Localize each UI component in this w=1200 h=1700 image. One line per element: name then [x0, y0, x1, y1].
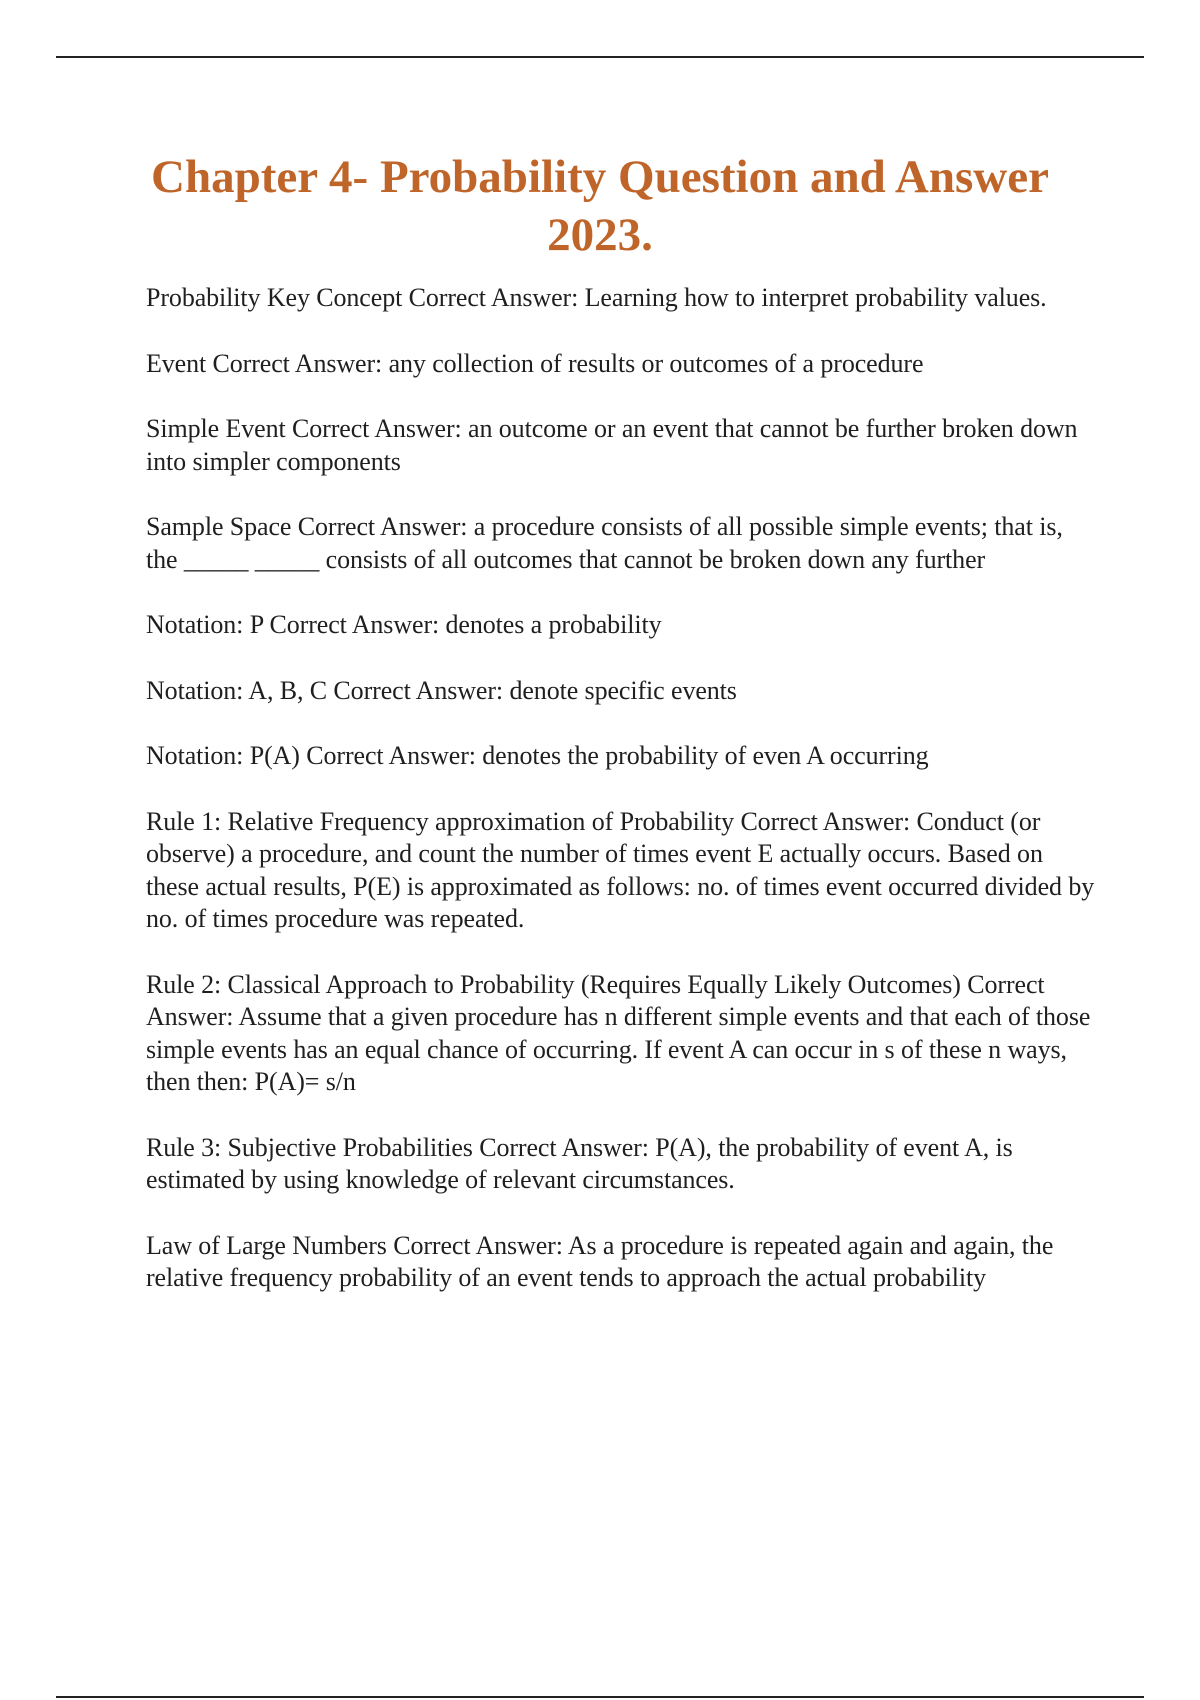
document-title: Chapter 4- Probability Question and Answer 2023.: [151, 151, 1049, 261]
qa-entry-notation-pa: Notation: P(A) Correct Answer: denotes the probability of even A occurring: [146, 741, 929, 770]
qa-entry-notation-p: Notation: P Correct Answer: denotes a probability: [146, 610, 662, 639]
qa-entry-rule-2: Rule 2: Classical Approach to Probability (Requires Equally Likely Outcomes) Correct Answer: Assume that a given procedure has n different simple events and that each of those simple events has an equal chance of occurring. If event A can occur in s of these n ways, then then: P(A)= s/n: [146, 969, 1091, 1096]
qa-entry-law-of-large-numbers: Law of Large Numbers Correct Answer: As a procedure is repeated again and again, the relative frequency probability of an event tends to approach the actual probability: [146, 1230, 1054, 1292]
qa-list: [146, 282, 1096, 1328]
qa-entry-rule-1: Rule 1: Relative Frequency approximation of Probability Correct Answer: Conduct (or observe) a procedure, and count the number of times event E actually occurs. Based on these actual results, P(E) is approximated as follows: no. of times event occurred divided by no. of times procedure was repeated.: [146, 806, 1095, 933]
top-rule: [56, 56, 1144, 58]
qa-entry-rule-3: Rule 3: Subjective Probabilities Correct Answer: P(A), the probability of event A, is estimated by using knowledge of relevant circumstances.: [146, 1132, 1013, 1194]
qa-entry-notation-abc: Notation: A, B, C Correct Answer: denote specific events: [146, 675, 737, 705]
bottom-rule: [56, 1696, 1144, 1698]
qa-entry-event: Event Correct Answer: any collection of results or outcomes of a procedure: [146, 348, 924, 378]
qa-entry-sample-space: Sample Space Correct Answer: a procedure consists of all possible simple events; that is, the _____ _____ consists of all outcomes that cannot be broken down any further: [146, 512, 1063, 574]
qa-entry-simple-event: Simple Event Correct Answer: an outcome or an event that cannot be further broken down into simpler components: [146, 414, 1078, 476]
qa-entry-key-concept: Probability Key Concept Correct Answer: Learning how to interpret probability values.: [146, 283, 1047, 312]
